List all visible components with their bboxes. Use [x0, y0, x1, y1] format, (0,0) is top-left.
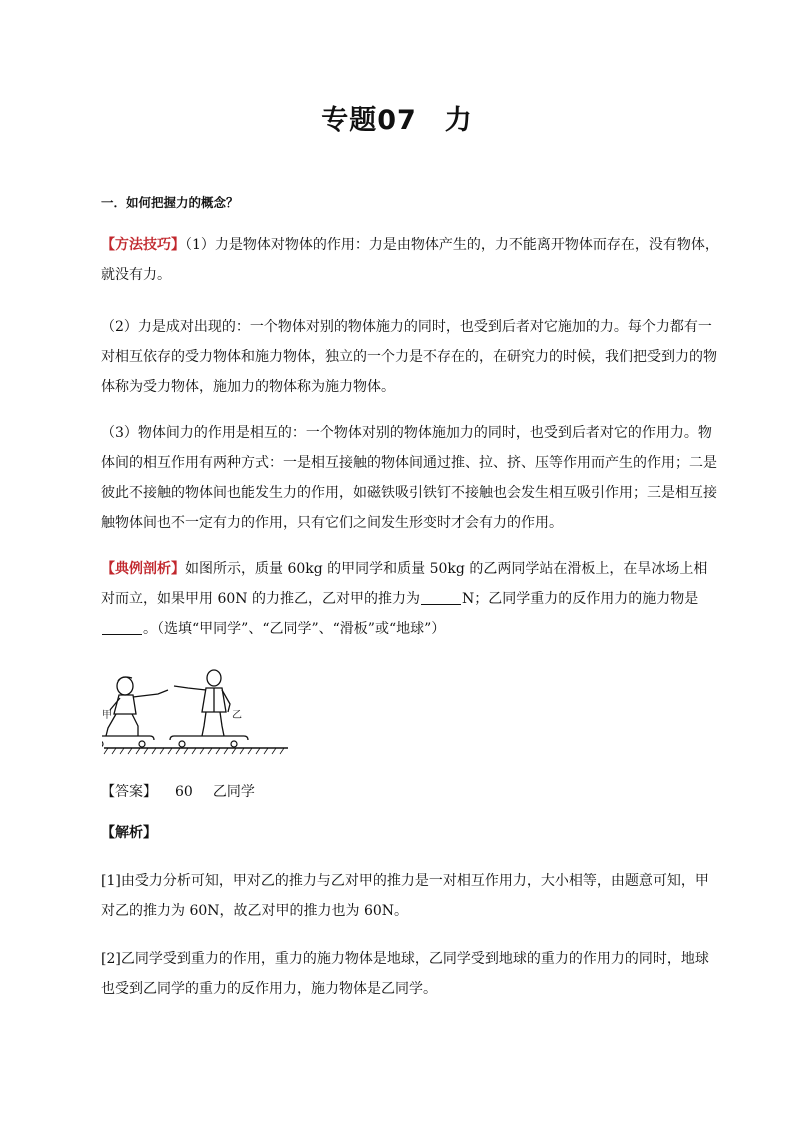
method-tag: 【方法技巧】: [101, 237, 185, 253]
method-text-1: （1）力是物体对物体的作用：力是由物体产生的，力不能离开物体而存在，没有物体，就没有力。: [101, 237, 719, 283]
skateboard-figure: [102, 668, 292, 760]
answer-blank-1: [421, 590, 461, 605]
example-text-b: N；乙同学重力的反作用力的施力物是: [461, 591, 699, 607]
person-yi: [174, 670, 230, 736]
answer-line: [101, 780, 255, 804]
answer-blank-2: [102, 620, 142, 635]
label-yi: 乙: [232, 710, 242, 721]
example-tag: 【典例剖析】: [101, 561, 185, 577]
page-title: 专题07 力: [321, 105, 473, 136]
analysis-paragraph-1: [1]由受力分析可知，甲对乙的推力与乙对甲的推力是一对相互作用力，大小相等，由题意可知，甲对乙的推力为 60N，故乙对甲的推力也为 60N。: [101, 873, 709, 919]
right-skateboard: [170, 736, 248, 747]
label-jia: 甲: [102, 710, 112, 721]
answer-value-1: 60: [175, 784, 193, 800]
section-heading: 一．如何把握力的概念？: [101, 195, 239, 210]
analysis-heading: 【解析】: [101, 825, 157, 841]
answer-label: 【答案】: [101, 784, 157, 800]
method-paragraph-3: （3）物体间力的作用是相互的：一个物体对别的物体施加力的同时，也受到后者对它的作用力。物体间的相互作用有两种方式：一是相互接触的物体间通过推、拉、挤、压等作用而产生的作用；二是彼此不接触的物体间也能发生力的作用，如磁铁吸引铁钉不接触也会发生相互吸引作用；三是相互接触物体间也不一定有力的作用，只有它们之间发生形变时才会有力的作用。: [101, 425, 717, 531]
method-paragraph-1: [101, 230, 721, 290]
method-paragraph-2: （2）力是成对出现的：一个物体对别的物体施力的同时，也受到后者对它施加的力。每个力都有一对相互依存的受力物体和施力物体，独立的一个力是不存在的，在研究力的时候，我们把受到力的物体称为受力物体，施加力的物体称为施力物体。: [101, 319, 717, 395]
analysis-paragraph-2: [2]乙同学受到重力的作用，重力的施力物体是地球，乙同学受到地球的重力的作用力的同时，地球也受到乙同学的重力的反作用力，施力物体是乙同学。: [101, 951, 709, 997]
example-text-c: 。（选填“甲同学”、“乙同学”、“滑板”或“地球”）: [143, 621, 446, 637]
person-jia: [106, 677, 168, 736]
answer-value-2: 乙同学: [212, 784, 255, 800]
example-paragraph: [101, 554, 721, 644]
example-text-a: 如图所示，质量 60kg 的甲同学和质量 50kg 的乙两同学站在滑板上，在旱冰场上相对而立，如果甲用 60N 的力推乙，乙对甲的推力为: [101, 561, 708, 607]
left-skateboard: [102, 736, 154, 747]
